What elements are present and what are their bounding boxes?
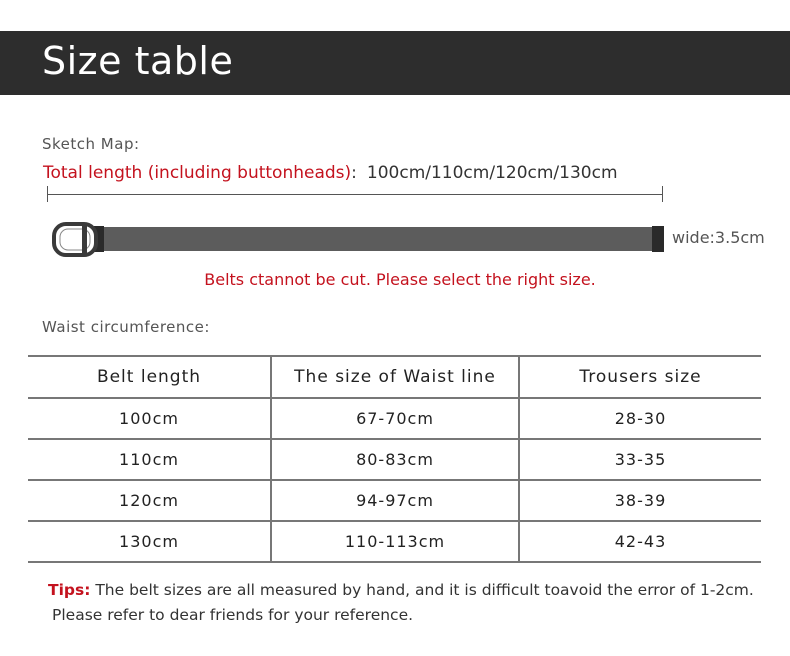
cell-waist-line: 110-113cm — [271, 521, 519, 562]
cell-belt-length: 100cm — [28, 398, 271, 439]
cell-waist-line: 67-70cm — [271, 398, 519, 439]
table-row — [28, 521, 761, 562]
size-table — [28, 355, 761, 563]
measure-tick-right — [662, 186, 663, 202]
table-row — [28, 439, 761, 480]
cell-trousers-size: 33-35 — [519, 439, 761, 480]
measure-tick-left — [47, 186, 48, 202]
cell-belt-length: 110cm — [28, 439, 271, 480]
table-header-row — [28, 356, 761, 398]
width-label: wide:3.5cm — [672, 228, 765, 247]
waist-circumference-label: Waist circumference: — [42, 318, 210, 336]
belt-tip — [652, 226, 664, 252]
cell-waist-line: 80-83cm — [271, 439, 519, 480]
belt-strap — [100, 227, 662, 251]
header-bar — [0, 31, 790, 95]
tips-section — [48, 578, 754, 628]
cell-belt-length: 130cm — [28, 521, 271, 562]
tips-text-1: The belt sizes are all measured by hand, and it is difficult toavoid the error of 1-2cm. — [90, 581, 754, 599]
cell-trousers-size: 42-43 — [519, 521, 761, 562]
cell-belt-length: 120cm — [28, 480, 271, 521]
total-length-label: Total length (including buttonheads) — [43, 163, 352, 183]
table-row — [28, 480, 761, 521]
total-length-values: 100cm/110cm/120cm/130cm — [366, 163, 618, 183]
table-row — [28, 398, 761, 439]
sketch-map-label: Sketch Map: — [42, 135, 140, 153]
buckle-prong — [82, 224, 87, 255]
total-length-row — [43, 163, 618, 183]
cell-waist-line: 94-97cm — [271, 480, 519, 521]
tips-label: Tips: — [48, 581, 91, 599]
belt-illustration — [50, 220, 670, 260]
tips-text-2: Please refer to dear friends for your reference. — [52, 606, 414, 624]
total-length-separator: : — [351, 163, 357, 183]
cell-trousers-size: 38-39 — [519, 480, 761, 521]
measure-line — [47, 194, 663, 195]
page-title: Size table — [42, 39, 234, 83]
column-header-belt-length: Belt length — [28, 356, 271, 398]
column-header-trousers-size: Trousers size — [519, 356, 761, 398]
cell-trousers-size: 28-30 — [519, 398, 761, 439]
warning-text: Belts ctannot be cut. Please select the right size. — [204, 270, 596, 289]
tips-line-1 — [48, 578, 754, 603]
column-header-waist-line: The size of Waist line — [271, 356, 519, 398]
